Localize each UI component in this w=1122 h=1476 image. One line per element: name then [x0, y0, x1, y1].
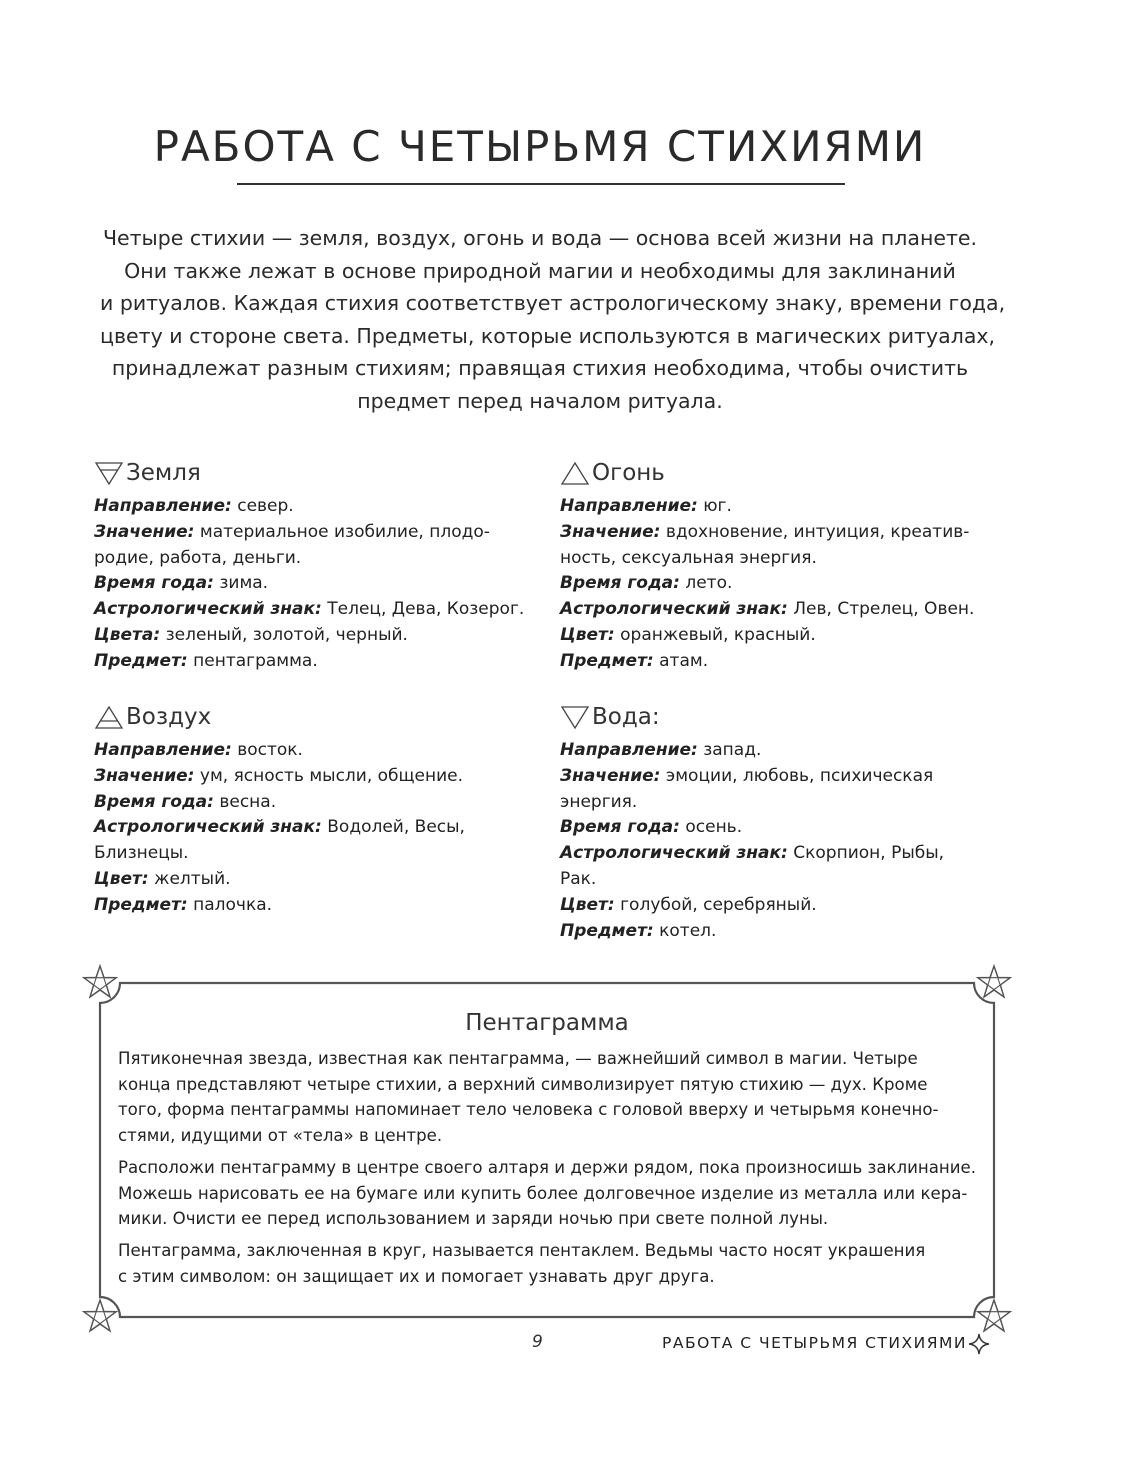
- property-line: [94, 764, 524, 790]
- element-fire-name: Огонь: [592, 460, 665, 486]
- box-paragraph: [118, 1155, 978, 1232]
- property-line: [560, 764, 990, 790]
- property-line: [560, 597, 990, 623]
- pentagram-star-icon: [978, 966, 1010, 997]
- property-line: [94, 597, 524, 623]
- box-line: мики. Очисти ее перед использованием и заряди ночью при свете полной луны.: [118, 1209, 829, 1229]
- property-value: юг.: [697, 496, 732, 516]
- property-line: [560, 623, 990, 649]
- pentagram-box-title: Пентаграмма: [465, 1010, 629, 1036]
- property-line: [94, 790, 524, 816]
- box-line: с этим символом: он защищает их и помогает узнавать друг друга.: [118, 1266, 715, 1286]
- property-label: Время года:: [94, 791, 214, 812]
- property-label: Значение:: [94, 765, 195, 786]
- intro-line: принадлежат разным стихиям; правящая стихия необходима, чтобы очистить: [111, 356, 969, 380]
- property-line: [560, 790, 990, 816]
- element-water-props: [560, 738, 990, 944]
- property-value: палочка.: [187, 894, 273, 915]
- property-label: Направление:: [94, 740, 232, 760]
- property-value: зеленый, золотой, черный.: [160, 624, 408, 645]
- property-value: пентаграмма.: [187, 650, 318, 671]
- property-value: запад.: [697, 740, 762, 760]
- property-line: [94, 649, 524, 675]
- fire-triangle-icon: [560, 460, 590, 486]
- page-number: 9: [532, 1332, 543, 1352]
- property-label: Время года:: [560, 573, 680, 594]
- property-label: Направление:: [560, 740, 698, 760]
- element-water: [560, 700, 990, 944]
- element-air-name: Воздух: [126, 704, 212, 730]
- property-line: [560, 520, 990, 546]
- property-value: оранжевый, красный.: [614, 624, 816, 645]
- property-label: Астрологический знак:: [94, 599, 322, 620]
- page-title: РАБОТА С ЧЕТЫРЬМЯ СТИХИЯМИ: [153, 122, 927, 171]
- box-line: Можешь нарисовать ее на бумаге или купить более долговечное изделие из металла или кера-: [118, 1183, 968, 1203]
- box-line: конца представляют четыре стихии, а верхний символизирует пятую стихию — дух. Кроме: [118, 1074, 928, 1094]
- box-paragraph: [118, 1046, 978, 1149]
- pentagram-star-icon: [84, 1300, 116, 1331]
- box-line: Пентаграмма, заключенная в круг, называется пентаклем. Ведьмы часто носят украшения: [118, 1240, 926, 1260]
- earth-triangle-icon: [94, 460, 124, 486]
- property-label: Предмет:: [94, 650, 188, 671]
- element-earth-name: Земля: [126, 460, 201, 486]
- property-value: желтый.: [148, 868, 231, 889]
- pentagram-star-icon: [84, 966, 116, 997]
- property-label: Предмет:: [560, 650, 654, 671]
- property-value: лето.: [679, 573, 733, 594]
- property-line: [560, 649, 990, 675]
- property-label: Цвета:: [94, 624, 161, 645]
- property-label: Цвет:: [560, 894, 615, 915]
- property-value: котел.: [653, 920, 717, 941]
- intro-line: цвету и стороне света. Предметы, которые используются в магических ритуалах,: [100, 323, 996, 348]
- property-line: [94, 494, 524, 520]
- property-label: Цвет:: [560, 624, 615, 645]
- intro-line: Они также лежат в основе природной магии и необходимы для заклинаний: [124, 258, 956, 283]
- element-air-heading: [94, 700, 524, 734]
- property-line: [560, 867, 990, 893]
- property-value: голубой, серебряный.: [614, 894, 817, 915]
- property-line: [560, 815, 990, 841]
- pentagram-star-icon: [978, 1300, 1010, 1331]
- property-label: Астрологический знак:: [94, 817, 322, 838]
- property-line: [560, 893, 990, 919]
- property-line: [94, 623, 524, 649]
- property-value: восток.: [231, 740, 303, 760]
- property-value: север.: [231, 496, 294, 516]
- property-value: ность, сексуальная энергия.: [560, 547, 817, 568]
- property-line: [94, 815, 524, 841]
- property-value: родие, работа, деньги.: [94, 547, 302, 568]
- property-label: Цвет:: [94, 868, 149, 889]
- property-value: атам.: [653, 650, 709, 671]
- property-label: Астрологический знак:: [560, 843, 788, 864]
- property-label: Предмет:: [560, 920, 654, 941]
- property-value: Водолей, Весы,: [321, 817, 465, 838]
- four-point-star-icon: [968, 1333, 990, 1355]
- property-line: [560, 546, 990, 572]
- property-label: Значение:: [560, 521, 661, 542]
- property-value: Телец, Дева, Козерог.: [321, 599, 525, 620]
- box-line: стями, идущими от «тела» в центре.: [118, 1126, 443, 1146]
- element-earth-heading: [94, 456, 524, 490]
- element-water-name: Вода:: [592, 704, 660, 730]
- element-fire: [560, 456, 990, 675]
- element-fire-heading: [560, 456, 990, 490]
- property-label: Значение:: [560, 765, 661, 786]
- box-line: того, форма пентаграммы напоминает тело человека с головой вверху и четырьмя конечно-: [118, 1100, 939, 1120]
- box-line: Пятиконечная звезда, известная как пентаграмма, — важнейший символ в магии. Четыре: [118, 1049, 918, 1068]
- property-line: [94, 893, 524, 919]
- property-line: [94, 867, 524, 893]
- property-line: [560, 919, 990, 945]
- air-triangle-icon: [94, 704, 124, 730]
- element-water-heading: [560, 700, 990, 734]
- element-earth-props: [94, 494, 524, 675]
- property-value: Рак.: [560, 868, 597, 889]
- element-air-props: [94, 738, 524, 919]
- property-label: Значение:: [94, 521, 195, 542]
- property-label: Астрологический знак:: [560, 599, 788, 620]
- property-value: Лев, Стрелец, Овен.: [787, 599, 975, 620]
- pentagram-box-body: [118, 1046, 978, 1295]
- property-value: Близнецы.: [94, 843, 189, 864]
- property-value: ум, ясность мысли, общение.: [194, 765, 464, 786]
- property-value: весна.: [213, 791, 277, 812]
- property-line: [560, 841, 990, 867]
- property-line: [94, 520, 524, 546]
- property-value: Скорпион, Рыбы,: [787, 843, 945, 864]
- property-value: энергия.: [560, 791, 638, 812]
- intro-paragraph: [100, 222, 1006, 417]
- intro-line: и ритуалов. Каждая стихия соответствует астрологическому знаку, времени года,: [100, 291, 1006, 315]
- property-line: [560, 738, 990, 764]
- box-paragraph: [118, 1238, 978, 1289]
- element-air: [94, 700, 524, 919]
- property-label: Время года:: [94, 573, 214, 594]
- property-line: [94, 546, 524, 572]
- running-head: РАБОТА С ЧЕТЫРЬМЯ СТИХИЯМИ: [662, 1334, 967, 1352]
- property-line: [94, 571, 524, 597]
- element-fire-props: [560, 494, 990, 675]
- water-triangle-icon: [560, 704, 590, 730]
- box-line: Расположи пентаграмму в центре своего алтаря и держи рядом, пока произносишь заклинание.: [118, 1157, 977, 1177]
- property-line: [94, 738, 524, 764]
- property-value: осень.: [679, 817, 743, 838]
- property-label: Время года:: [560, 817, 680, 838]
- property-value: эмоции, любовь, психическая: [660, 765, 934, 786]
- property-value: материальное изобилие, плодо-: [194, 521, 490, 542]
- property-line: [560, 494, 990, 520]
- intro-line: предмет перед началом ритуала.: [357, 388, 723, 413]
- property-label: Направление:: [560, 496, 698, 516]
- property-line: [560, 571, 990, 597]
- property-line: [94, 841, 524, 867]
- property-value: зима.: [213, 573, 269, 594]
- property-value: вдохновение, интуиция, креатив-: [660, 521, 970, 542]
- title-underline: [237, 183, 845, 185]
- property-label: Предмет:: [94, 894, 188, 915]
- intro-line: Четыре стихии — земля, воздух, огонь и вода — основа всей жизни на планете.: [102, 226, 978, 250]
- property-label: Направление:: [94, 496, 232, 516]
- element-earth: [94, 456, 524, 675]
